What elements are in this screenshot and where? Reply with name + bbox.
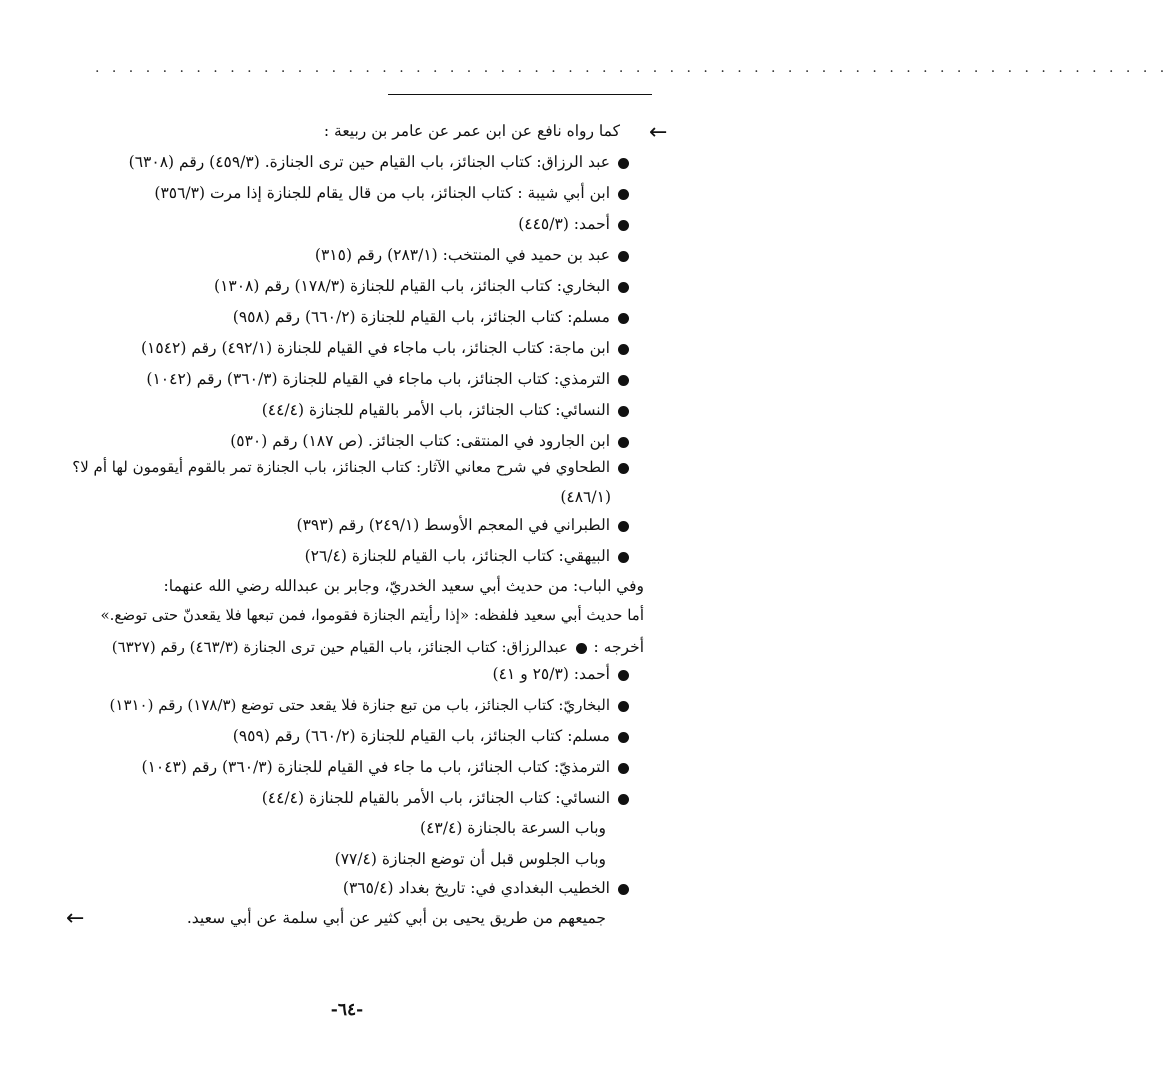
list-item: الطحاوي في شرح معاني الآثار: كتاب الجنائز، باب الجنازة تمر بالقوم أيقومون لها أم لا؟	[72, 456, 629, 478]
bullet-icon	[618, 437, 629, 448]
bullet-icon	[618, 463, 629, 474]
list-item-continuation: وباب السرعة بالجنازة (٤٣/٤)	[420, 819, 606, 837]
intro-line: كما رواه نافع عن ابن عمر عن عامر بن ربيعة :	[323, 122, 620, 140]
list-item: النسائي: كتاب الجنائز، باب الأمر بالقيام للجنازة (٤٤/٤)	[262, 787, 629, 809]
bullet-icon	[618, 251, 629, 262]
list-item: البخاري: كتاب الجنائز، باب القيام للجنازة (١٧٨/٣) رقم (١٣٠٨)	[214, 275, 629, 297]
bullet-icon	[618, 521, 629, 532]
dotted-separator: . . . . . . . . . . . . . . . . . . . . . . . . . . . . . . . . . . . . . . . . . . . . . . . . . . . . . . . . . . . . . . . .	[95, 60, 1168, 76]
list-item: ابن ماجة: كتاب الجنائز، باب ماجاء في القيام للجنازة (٤٩٢/١) رقم (١٥٤٢)	[141, 337, 629, 359]
list-item: ابن الجارود في المنتقى: كتاب الجنائز. (ص ١٨٧) رقم (٥٣٠)	[230, 430, 629, 452]
footnote-rule	[388, 94, 652, 95]
bullet-icon	[618, 884, 629, 895]
list-item: الترمذيّ: كتاب الجنائز، باب ما جاء في القيام للجنازة (٣٦٠/٣) رقم (١٠٤٣)	[142, 756, 630, 778]
list-item-continuation: وباب الجلوس قبل أن توضع الجنازة (٧٧/٤)	[334, 850, 606, 868]
arrow-left-icon: ←	[66, 906, 85, 931]
bullet-icon	[618, 189, 629, 200]
bullet-icon	[618, 670, 629, 681]
list-item: الخطيب البغدادي في: تاريخ بغداد (٣٦٥/٤)	[343, 877, 629, 899]
list-item: الترمذي: كتاب الجنائز، باب ماجاء في القيام للجنازة (٣٦٠/٣) رقم (١٠٤٢)	[146, 368, 629, 390]
list-item: مسلم: كتاب الجنائز، باب القيام للجنازة (٦٦٠/٢) رقم (٩٥٩)	[233, 725, 629, 747]
bullet-icon	[618, 282, 629, 293]
list-item: عبد الرزاق: كتاب الجنائز، باب القيام حين ترى الجنازة. (٤٥٩/٣) رقم (٦٣٠٨)	[129, 151, 629, 173]
list-item: عبدالرزاق: كتاب الجنائز، باب القيام حين ترى الجنازة (٤٦٣/٣) رقم (٦٣٢٧)	[112, 636, 587, 658]
arrow-left-icon: ←	[649, 120, 668, 145]
list-item-continuation: (٤٨٦/١)	[560, 488, 611, 506]
bullet-icon	[618, 701, 629, 712]
bullet-icon	[618, 158, 629, 169]
bullet-icon	[618, 794, 629, 805]
bullet-icon	[618, 220, 629, 231]
list-item: أحمد: (٤٤٥/٣)	[518, 213, 629, 235]
list-item: البيهقي: كتاب الجنائز، باب القيام للجنازة (٢٦/٤)	[305, 545, 629, 567]
bullet-icon	[576, 643, 587, 654]
list-item: أحمد: (٢٥/٣ و ٤١)	[493, 663, 629, 685]
bullet-icon	[618, 732, 629, 743]
final-line: جميعهم من طريق يحيى بن أبي كثير عن أبي سلمة عن أبي سعيد.	[186, 909, 606, 927]
akhrajahu-label: أخرجه :	[593, 638, 644, 656]
abu-said-line: أما حديث أبي سعيد فلفظه: «إذا رأيتم الجنازة فقوموا، فمن تبعها فلا يقعدنّ حتى توضع.»	[100, 606, 644, 624]
bullet-icon	[618, 406, 629, 417]
bullet-icon	[618, 375, 629, 386]
list-item: الطبراني في المعجم الأوسط (٢٤٩/١) رقم (٣٩٣)	[297, 514, 629, 536]
bullet-icon	[618, 552, 629, 563]
page-number: -٦٤-	[330, 1000, 364, 1020]
list-item: البخاريّ: كتاب الجنائز، باب من تبع جنازة فلا يقعد حتى توضع (١٧٨/٣) رقم (١٣١٠)	[110, 694, 629, 716]
list-item: النسائي: كتاب الجنائز، باب الأمر بالقيام للجنازة (٤٤/٤)	[262, 399, 629, 421]
list-item: مسلم: كتاب الجنائز، باب القيام للجنازة (٦٦٠/٢) رقم (٩٥٨)	[233, 306, 629, 328]
list-item: ابن أبي شيبة : كتاب الجنائز، باب من قال يقام للجنازة إذا مرت (٣٥٦/٣)	[154, 182, 629, 204]
list-item: عبد بن حميد في المنتخب: (٢٨٣/١) رقم (٣١٥)	[315, 244, 629, 266]
bullet-icon	[618, 313, 629, 324]
bullet-icon	[618, 763, 629, 774]
fil-bab-line: وفي الباب: من حديث أبي سعيد الخدريّ، وجابر بن عبدالله رضي الله عنهما:	[163, 577, 644, 595]
bullet-icon	[618, 344, 629, 355]
